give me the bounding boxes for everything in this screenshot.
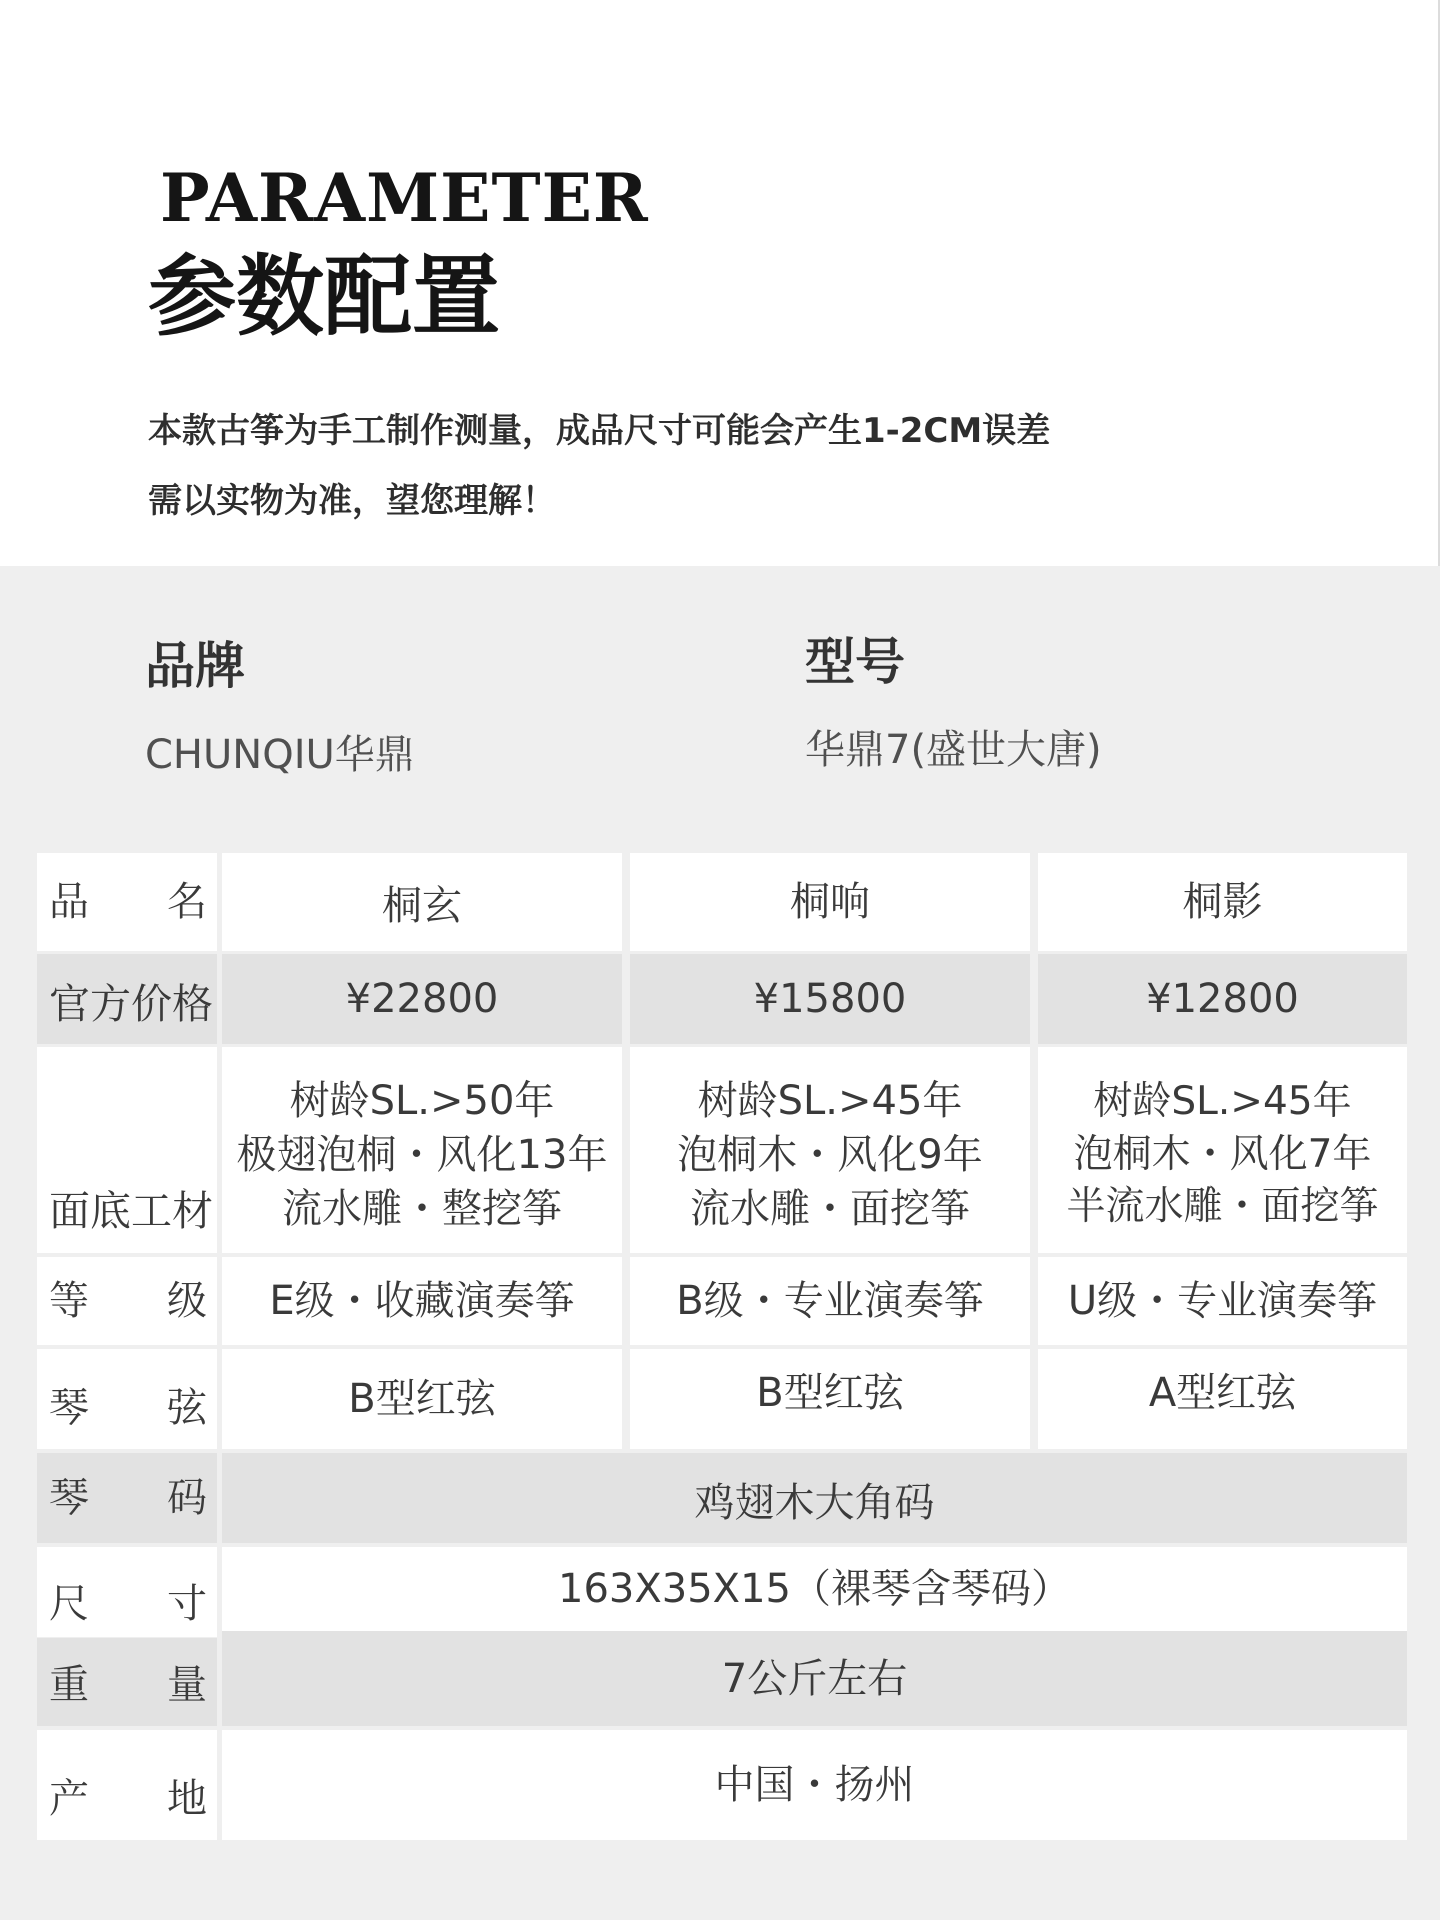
product-3-grade: U级・专业演奏筝	[1038, 1257, 1407, 1345]
material-line: 流水雕・整挖筝	[282, 1186, 562, 1232]
label-price: 官方价格	[37, 954, 217, 1044]
label-origin: 产 地	[37, 1730, 217, 1840]
measurement-note-line2: 需以实物为准，望您理解！	[148, 481, 556, 521]
material-line: 树龄SL.>45年	[697, 1078, 963, 1124]
product-1-material	[222, 1047, 622, 1253]
product-1-name: 桐玄	[222, 853, 622, 951]
model-label: 型号	[805, 633, 905, 691]
parameter-table	[37, 853, 1407, 1840]
material-line: 半流水雕・面挖筝	[1066, 1184, 1379, 1230]
label-grade: 等 级	[37, 1257, 217, 1345]
model-value: 华鼎7(盛世大唐)	[805, 727, 1102, 773]
material-line: 流水雕・面挖筝	[690, 1186, 970, 1232]
material-line: 极翅泡桐・风化13年	[236, 1132, 608, 1178]
product-3-material	[1038, 1047, 1407, 1253]
material-line: 泡桐木・风化7年	[1073, 1131, 1372, 1177]
shared-weight: 7公斤左右	[222, 1631, 1407, 1726]
product-2-material	[630, 1047, 1030, 1253]
product-1-price: ¥22800	[222, 954, 622, 1044]
hero-section	[0, 0, 1440, 566]
measurement-note-line1: 本款古筝为手工制作测量，成品尺寸可能会产生1-2CM误差	[148, 411, 1051, 451]
label-size: 尺 寸	[37, 1547, 217, 1637]
label-strings: 琴 弦	[37, 1349, 217, 1449]
product-2-name: 桐响	[630, 853, 1030, 951]
shared-size: 163X35X15（裸琴含琴码）	[222, 1547, 1407, 1631]
label-material: 面底工材	[37, 1047, 217, 1253]
material-line: 树龄SL.>45年	[1093, 1079, 1352, 1125]
material-line: 树龄SL.>50年	[289, 1078, 555, 1124]
brand-label: 品牌	[145, 637, 245, 695]
product-2-price: ¥15800	[630, 954, 1030, 1044]
title-chinese: 参数配置	[148, 244, 501, 348]
product-3-name: 桐影	[1038, 853, 1407, 951]
label-name: 品 名	[37, 853, 217, 951]
brand-value: CHUNQIU华鼎	[145, 732, 415, 778]
product-2-grade: B级・专业演奏筝	[630, 1257, 1030, 1345]
label-weight: 重 量	[37, 1638, 217, 1726]
shared-bridge: 鸡翅木大角码	[222, 1453, 1407, 1543]
shared-origin: 中国・扬州	[222, 1730, 1407, 1840]
product-2-strings: B型红弦	[630, 1349, 1030, 1449]
product-1-strings: B型红弦	[222, 1349, 622, 1449]
product-3-price: ¥12800	[1038, 954, 1407, 1044]
label-bridge: 琴 码	[37, 1453, 217, 1543]
product-1-grade: E级・收藏演奏筝	[222, 1257, 622, 1345]
material-line: 泡桐木・风化9年	[677, 1132, 983, 1178]
product-3-strings: A型红弦	[1038, 1349, 1407, 1449]
title-english: PARAMETER	[160, 159, 649, 237]
